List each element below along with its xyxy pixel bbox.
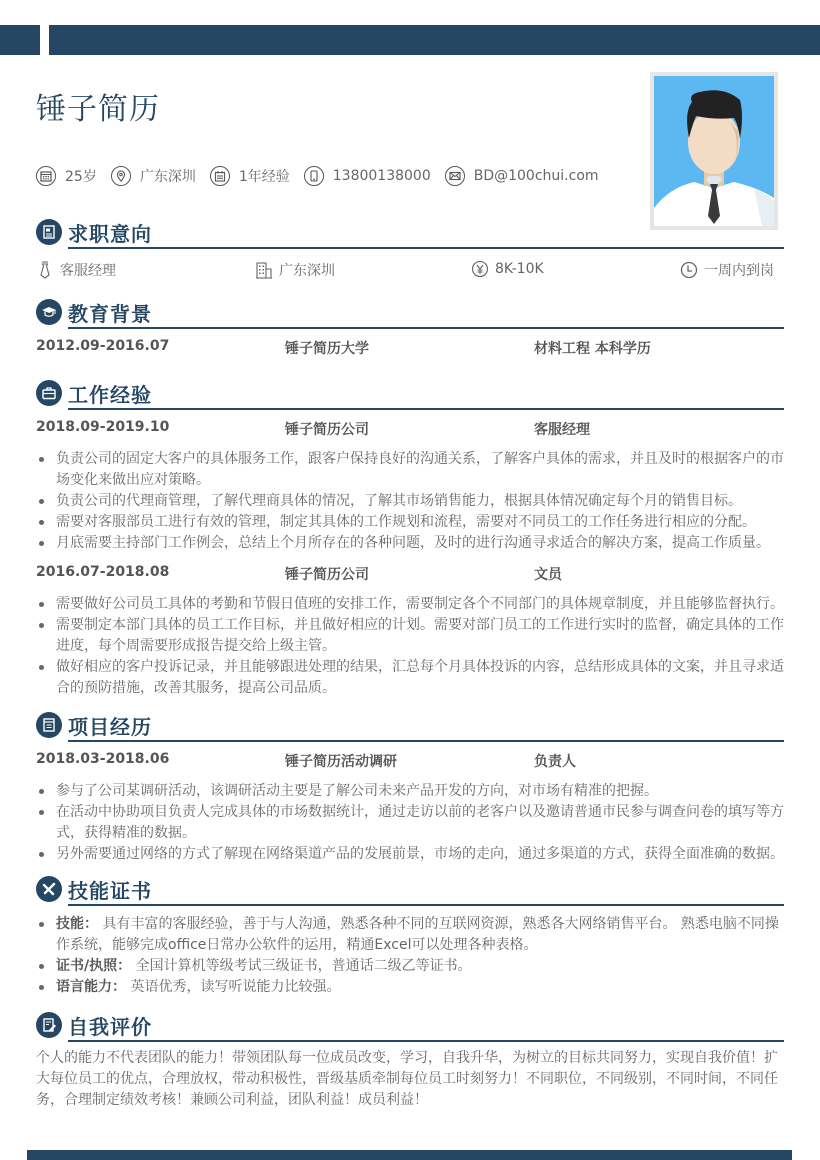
entry-school: 锤子简历大学: [285, 341, 369, 357]
section-title: 求职意向: [68, 222, 152, 246]
entry-company: 锤子简历公司: [285, 567, 369, 583]
section-header: [36, 710, 784, 740]
top-bar-accent: [0, 25, 40, 55]
info-age: [36, 166, 97, 186]
mail-icon: [445, 166, 465, 186]
self-evaluation-text: 个人的能力不代表团队的能力！带领团队每一位成员改变，学习，自我升华，为树立的目标共同努力，实现自我价值！扩大每位员工的优点，合理放权，带动积极性，晋级基质牵制每位员工时刻努力！不同职位，不同级别，不同时间，不同任务，合理制定绩效考核！兼顾公司利益，团队利益！成员利益！: [36, 1050, 778, 1108]
graduation-cap-icon: [36, 299, 62, 325]
section-title: 工作经验: [68, 383, 152, 407]
section-education: [36, 297, 784, 358]
tie-icon: [36, 261, 54, 279]
info-age-text: 25岁: [65, 169, 97, 185]
list-item: 负责公司的代理商管理，了解代理商具体的情况，了解其市场销售能力，根据具体情况确定每个月的销售目标。: [36, 491, 784, 512]
entry-role: 客服经理: [534, 422, 590, 438]
resume-name: 锤子简历: [36, 92, 160, 127]
list-item: 需要制定本部门具体的员工工作目标，并且做好相应的计划。需要对部门员工的工作进行实时的监督，确定具体的工作进度，每个周需要形成报告提交给上级主管。: [36, 615, 784, 657]
section-job-intent: [36, 217, 784, 247]
edit-note-icon: [36, 1012, 62, 1038]
section-header: [36, 874, 784, 904]
section-header: [36, 297, 784, 327]
section-divider: [68, 247, 784, 249]
education-entry: [36, 338, 784, 358]
entry-project: 锤子简历活动调研: [285, 754, 397, 770]
intent-salary-text: 8K-10K: [495, 261, 544, 277]
list-item: 负责公司的固定大客户的具体服务工作，跟客户保持良好的沟通关系，了解客户具体的需求，并且及时的根据客户的市场变化来做出应对策略。: [36, 449, 784, 491]
list-item: 另外需要通过网络的方式了解现在网络渠道产品的发展前景，市场的走向，通过多渠道的方式，获得全面准确的数据。: [36, 844, 784, 865]
entry-period: 2018.03-2018.06: [36, 751, 170, 767]
entry-period: 2012.09-2016.07: [36, 338, 170, 354]
info-email: [445, 166, 599, 186]
bottom-bar: [27, 1150, 792, 1160]
profile-photo: [650, 72, 778, 230]
info-phone-text[interactable]: 13800138000: [332, 168, 431, 184]
skill-text: 全国计算机等级考试三级证书，普通话二级乙等证书。: [131, 958, 472, 974]
section-divider: [68, 904, 784, 906]
entry-major: 材料工程 本科学历: [534, 341, 651, 357]
project-entry-bullets: [36, 781, 784, 865]
info-phone: [304, 166, 431, 186]
section-divider: [68, 408, 784, 410]
list-item: 月底需要主持部门工作例会，总结上个月所存在的各种问题，及时的进行沟通寻求适合的解决方案，提高工作质量。: [36, 533, 784, 554]
list-item: [36, 956, 784, 977]
info-location-text: 广东深圳: [139, 169, 196, 185]
section-title: 技能证书: [68, 879, 152, 903]
skills-list: [36, 914, 784, 998]
entry-period: 2016.07-2018.08: [36, 564, 170, 580]
id-card-icon: [36, 219, 62, 245]
list-item: 需要做好公司员工具体的考勤和节假日值班的安排工作，需要制定各个不同部门的具体规章制度，并且能够监督执行。: [36, 594, 784, 615]
section-title: 教育背景: [68, 302, 152, 326]
entry-role: 负责人: [534, 754, 576, 770]
section-header: [36, 217, 784, 247]
list-item: [36, 977, 784, 998]
document-list-icon: [36, 712, 62, 738]
section-skills: [36, 874, 784, 998]
section-self-evaluation: [36, 1010, 784, 1111]
info-location: [111, 166, 196, 186]
avatar: [654, 76, 774, 226]
section-work-experience: [36, 378, 784, 699]
section-title: 项目经历: [68, 715, 152, 739]
work-entry-header: [36, 419, 784, 439]
briefcase-calendar-icon: [210, 166, 230, 186]
work-entry-bullets: [36, 594, 784, 699]
skill-text: 英语优秀，读写听说能力比较强。: [126, 979, 341, 995]
job-intent-row: [36, 260, 784, 282]
work-entry-bullets: [36, 449, 784, 554]
skill-label: 技能：: [56, 916, 98, 932]
section-divider: [68, 1040, 784, 1042]
entry-period: 2018.09-2019.10: [36, 419, 170, 435]
section-projects: [36, 710, 784, 865]
top-bar: [49, 25, 820, 55]
intent-position-text: 客服经理: [60, 263, 116, 279]
list-item: 在活动中协助项目负责人完成具体的市场数据统计，通过走访以前的老客户以及邀请普通市民参与调查问卷的填写等方式，获得精准的数据。: [36, 802, 784, 844]
section-header: [36, 378, 784, 408]
section-header: [36, 1010, 784, 1040]
entry-company: 锤子简历公司: [285, 422, 369, 438]
phone-icon: [304, 166, 324, 186]
tools-icon: [36, 876, 62, 902]
personal-info-row: [36, 165, 613, 187]
intent-city-text: 广东深圳: [279, 263, 335, 279]
intent-position: [36, 260, 116, 280]
project-entry-header: [36, 751, 784, 771]
yen-icon: [471, 260, 489, 278]
list-item: 做好相应的客户投诉记录，并且能够跟进处理的结果，汇总每个月具体投诉的内容，总结形成具体的文案，并且寻求适合的预防措施，改善其服务，提高公司品质。: [36, 657, 784, 699]
intent-city: [255, 260, 335, 280]
location-pin-icon: [111, 166, 131, 186]
list-item: 需要对客服部员工进行有效的管理，制定其具体的工作规划和流程，需要对不同员工的工作任务进行相应的分配。: [36, 512, 784, 533]
entry-role: 文员: [534, 567, 562, 583]
skill-label: 证书/执照：: [56, 958, 132, 974]
briefcase-icon: [36, 380, 62, 406]
list-item: 参与了公司某调研活动，该调研活动主要是了解公司未来产品开发的方向，对市场有精准的把握。: [36, 781, 784, 802]
section-divider: [68, 740, 784, 742]
building-icon: [255, 261, 273, 279]
work-entry-header: [36, 564, 784, 584]
skill-text: 具有丰富的客服经验，善于与人沟通，熟悉各种不同的互联网资源，熟悉各大网络销售平台。 熟悉电脑不同操作系统，能够完成office日常办公软件的运用，精通Excel可以处理各种表格。: [56, 916, 779, 953]
section-title: 自我评价: [68, 1015, 152, 1039]
list-item: [36, 914, 784, 956]
intent-salary: [471, 260, 544, 278]
info-email-text[interactable]: BD@100chui.com: [473, 168, 599, 184]
calendar-icon: [36, 166, 56, 186]
skill-label: 语言能力：: [56, 979, 126, 995]
intent-availability-text: 一周内到岗: [704, 263, 774, 279]
intent-availability: [680, 260, 774, 280]
section-divider: [68, 327, 784, 329]
clock-icon: [680, 261, 698, 279]
info-experience-text: 1年经验: [238, 169, 290, 185]
info-experience: [210, 166, 290, 186]
